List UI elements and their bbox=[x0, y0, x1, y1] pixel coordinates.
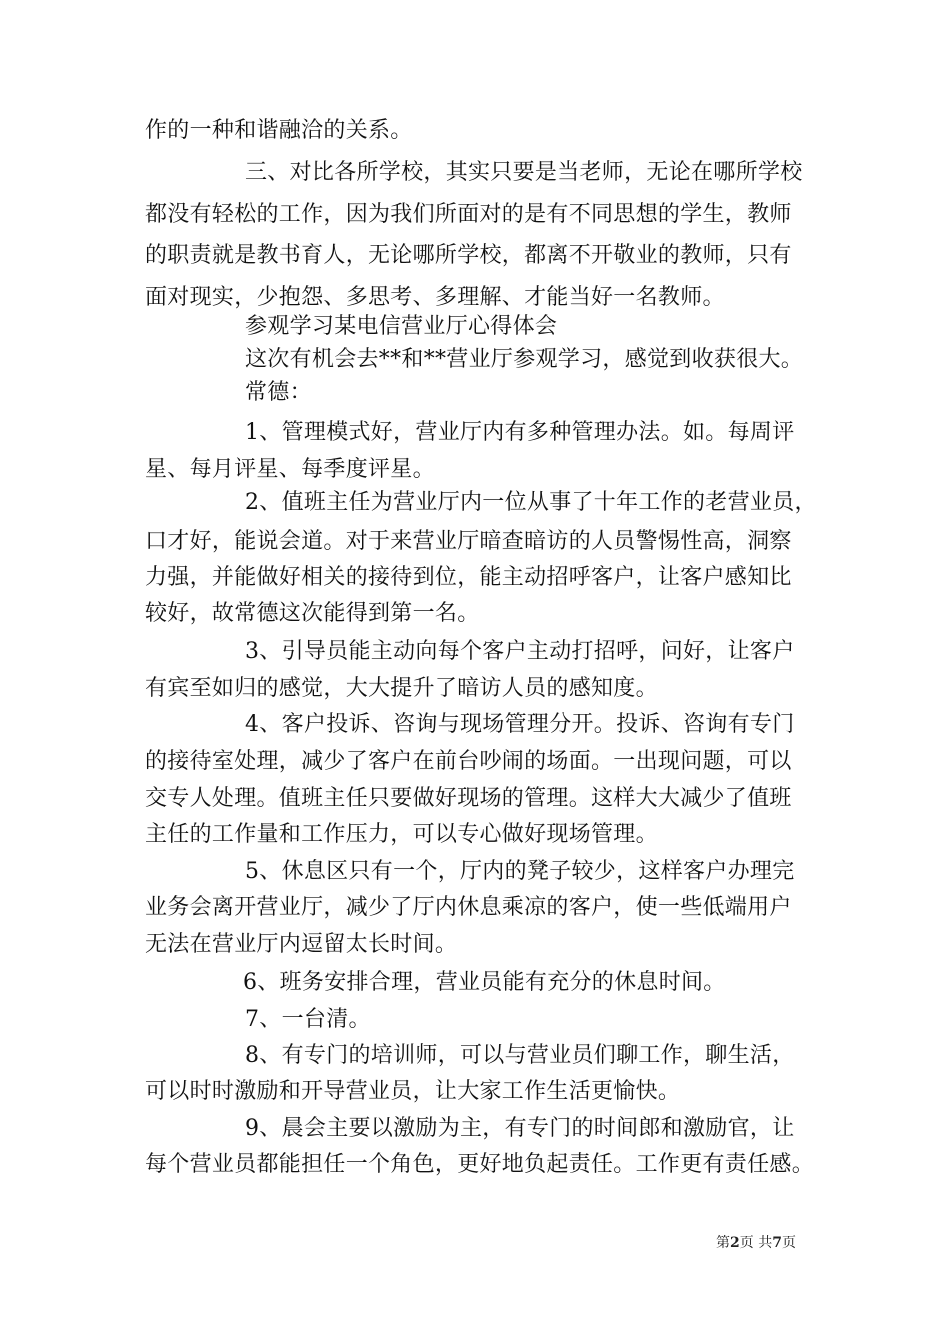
text-line: 9、晨会主要以激励为主，有专门的时间郎和激励官，让 bbox=[245, 1116, 795, 1141]
text-line: 的接待室处理，减少了客户在前台吵闹的场面。一出现问题，可以 bbox=[145, 749, 792, 774]
text-line: 口才好，能说会道。对于来营业厅暗查暗访的人员警惕性高，洞察 bbox=[145, 529, 792, 554]
footer-prefix: 第 bbox=[716, 1235, 730, 1251]
text-line: 每个营业员都能担任一个角色，更好地负起责任。工作更有责任感。 bbox=[145, 1152, 815, 1177]
text-line: 可以时时激励和开导营业员，让大家工作生活更愉快。 bbox=[145, 1079, 681, 1104]
footer-middle: 页 共 bbox=[739, 1235, 773, 1251]
text-line: 作的一种和谐融洽的关系。 bbox=[145, 118, 413, 143]
current-page-number: 2 bbox=[730, 1235, 740, 1251]
page-footer bbox=[716, 1234, 796, 1252]
text-line: 7、一台清。 bbox=[245, 1007, 371, 1032]
footer-suffix: 页 bbox=[781, 1235, 796, 1251]
text-line: 力强，并能做好相关的接待到位，能主动招呼客户，让客户感知比 bbox=[145, 565, 792, 590]
text-line: 5、休息区只有一个，厅内的凳子较少，这样客户办理完 bbox=[245, 859, 795, 884]
text-line: 1、管理模式好，营业厅内有多种管理办法。如。每周评 bbox=[245, 420, 795, 445]
text-line: 无法在营业厅内逗留太长时间。 bbox=[145, 932, 458, 957]
text-line: 主任的工作量和工作压力，可以专心做好现场管理。 bbox=[145, 822, 658, 847]
text-line: 较好，故常德这次能得到第一名。 bbox=[145, 601, 480, 626]
text-line: 有宾至如归的感觉，大大提升了暗访人员的感知度。 bbox=[145, 676, 658, 701]
text-line: 业务会离开营业厅，减少了厅内休息乘凉的客户，使一些低端用户 bbox=[145, 895, 792, 920]
section-title: 参观学习某电信营业厅心得体会 bbox=[245, 314, 558, 339]
text-line: 常德： bbox=[245, 380, 312, 405]
text-line: 这次有机会去**和**营业厅参观学习，感觉到收获很大。 bbox=[245, 347, 804, 372]
total-pages-number: 7 bbox=[772, 1235, 782, 1251]
text-line: 6、班务安排合理，营业员能有充分的休息时间。 bbox=[243, 970, 726, 995]
text-line: 8、有专门的培训师，可以与营业员们聊工作，聊生活， bbox=[245, 1043, 795, 1068]
text-line: 3、引导员能主动向每个客户主动打招呼，问好，让客户 bbox=[245, 639, 795, 664]
text-line: 2、值班主任为营业厅内一位从事了十年工作的老营业员， bbox=[245, 490, 817, 515]
text-line: 的职责就是教书育人，无论哪所学校，都离不开敬业的教师，只有 bbox=[145, 243, 792, 268]
text-line: 三、对比各所学校，其实只要是当老师，无论在哪所学校 bbox=[245, 160, 803, 185]
text-line: 面对现实，少抱怨、多思考、多理解、才能当好一名教师。 bbox=[145, 285, 725, 310]
text-line: 都没有轻松的工作，因为我们所面对的是有不同思想的学生，教师 bbox=[145, 202, 792, 227]
text-line: 星、每月评星、每季度评星。 bbox=[145, 457, 435, 482]
text-line: 4、客户投诉、咨询与现场管理分开。投诉、咨询有专门 bbox=[245, 712, 795, 737]
text-line: 交专人处理。值班主任只要做好现场的管理。这样大大减少了值班 bbox=[145, 786, 792, 811]
